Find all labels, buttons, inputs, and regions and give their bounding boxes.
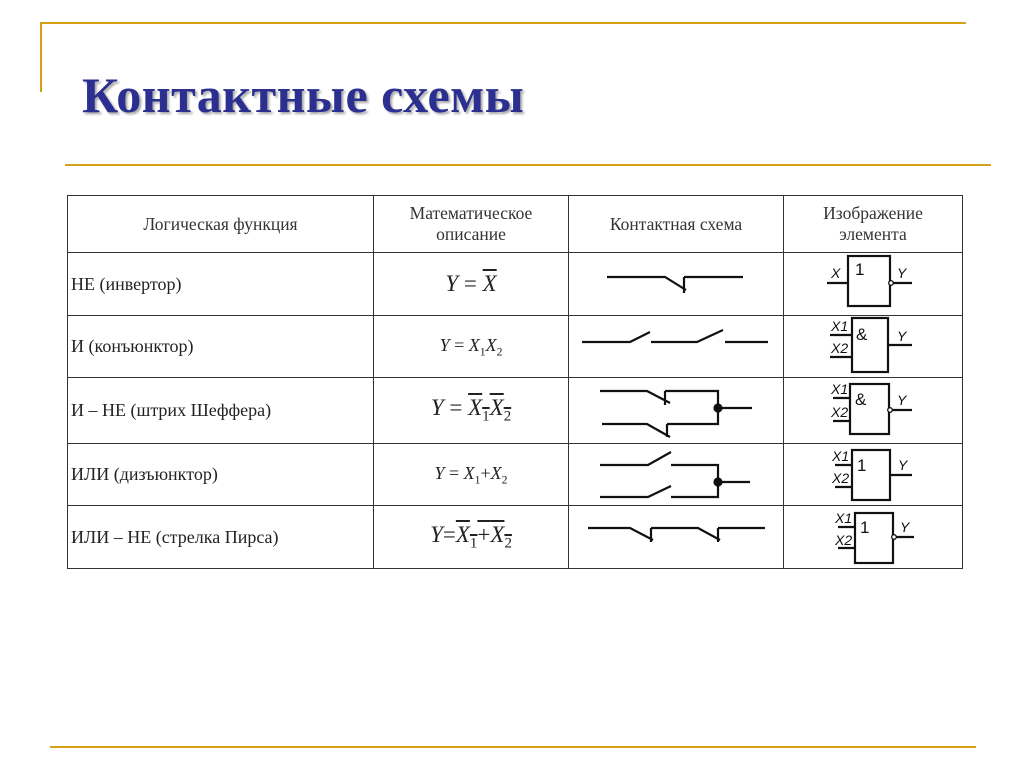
- formula-negated-sum: $X_1+X_2$: [455, 521, 512, 552]
- formula-eq: =: [454, 334, 465, 355]
- top-border-line: [40, 22, 966, 24]
- gate-output-label: Y: [897, 392, 907, 408]
- contact-scheme-cell: [569, 253, 784, 316]
- gate-output-label: Y: [897, 328, 907, 344]
- table-row: [68, 253, 963, 316]
- gate-input-label: X1: [832, 448, 850, 464]
- function-name: ИЛИ – НЕ (стрелка Пирса): [68, 506, 374, 569]
- element-image-cell: [784, 506, 963, 569]
- gate-input-label: X1: [831, 318, 849, 334]
- table-header-row: [68, 196, 963, 253]
- contact-scheme-cell: [569, 378, 784, 444]
- header-math: Математическое описание: [374, 196, 569, 253]
- math-formula: [374, 444, 569, 506]
- formula-sum: $X_1+X_2$: [463, 462, 508, 487]
- contact-scheme-cell: [569, 506, 784, 569]
- gate-symbol: 1: [860, 518, 870, 537]
- gate-input-label: X2: [831, 340, 849, 356]
- formula-negated-product: $X_1X_2$: [468, 395, 512, 425]
- formula-eq: =: [449, 462, 460, 483]
- gate-symbol: 1: [855, 260, 865, 279]
- gate-output-label: Y: [897, 265, 907, 281]
- math-formula: [374, 378, 569, 444]
- element-image-cell: [784, 316, 963, 378]
- formula-y: Y: [439, 334, 450, 355]
- gate-output-label: Y: [900, 519, 910, 535]
- math-formula: [374, 316, 569, 378]
- table-row: [68, 506, 963, 569]
- formula-y: Y: [430, 395, 444, 421]
- bottom-border-line: [50, 746, 976, 748]
- header-element-image: Изображение элемента: [784, 196, 963, 253]
- left-border-line: [40, 22, 42, 92]
- formula-y: Y: [445, 271, 459, 296]
- table-row: [68, 378, 963, 444]
- element-image-cell: [784, 378, 963, 444]
- gate-symbol: &: [855, 390, 867, 409]
- math-formula: [374, 253, 569, 316]
- logic-functions-table: [67, 195, 963, 569]
- formula-x1: $X_1$: [468, 334, 486, 359]
- formula-x: $\overline{X}$: [482, 271, 497, 296]
- math-formula: [374, 506, 569, 569]
- slide-title: Контактные схемы: [82, 67, 525, 123]
- header-function: Логическая функция: [68, 196, 374, 253]
- formula-y: Y: [434, 462, 445, 483]
- gate-input-label: X2: [831, 404, 849, 420]
- formula-eq: =: [463, 271, 477, 296]
- contact-scheme-cell: [569, 444, 784, 506]
- element-image-cell: [784, 253, 963, 316]
- function-name: ИЛИ (дизъюнктор): [68, 444, 374, 506]
- header-contact-scheme: Контактная схема: [569, 196, 784, 253]
- function-name: И (конъюнктор): [68, 316, 374, 378]
- formula-eq: =: [449, 395, 463, 421]
- function-name: И – НЕ (штрих Шеффера): [68, 378, 374, 444]
- formula-y: Y: [430, 521, 443, 547]
- formula-x2: $X_2$: [485, 334, 503, 359]
- table-row: [68, 444, 963, 506]
- gate-input-label: X2: [832, 470, 850, 486]
- element-image-cell: [784, 444, 963, 506]
- gate-symbol: 1: [857, 456, 867, 475]
- gate-symbol: &: [856, 325, 868, 344]
- function-name: НЕ (инвертор): [68, 253, 374, 316]
- gate-input-label: X: [831, 265, 841, 281]
- gate-input-label: X1: [835, 510, 853, 526]
- contact-scheme-cell: [569, 316, 784, 378]
- gate-input-label: X2: [835, 532, 853, 548]
- title-underline: [65, 164, 991, 166]
- formula-eq: =: [442, 521, 456, 547]
- gate-output-label: Y: [898, 457, 908, 473]
- gate-input-label: X1: [831, 381, 849, 397]
- table-row: [68, 316, 963, 378]
